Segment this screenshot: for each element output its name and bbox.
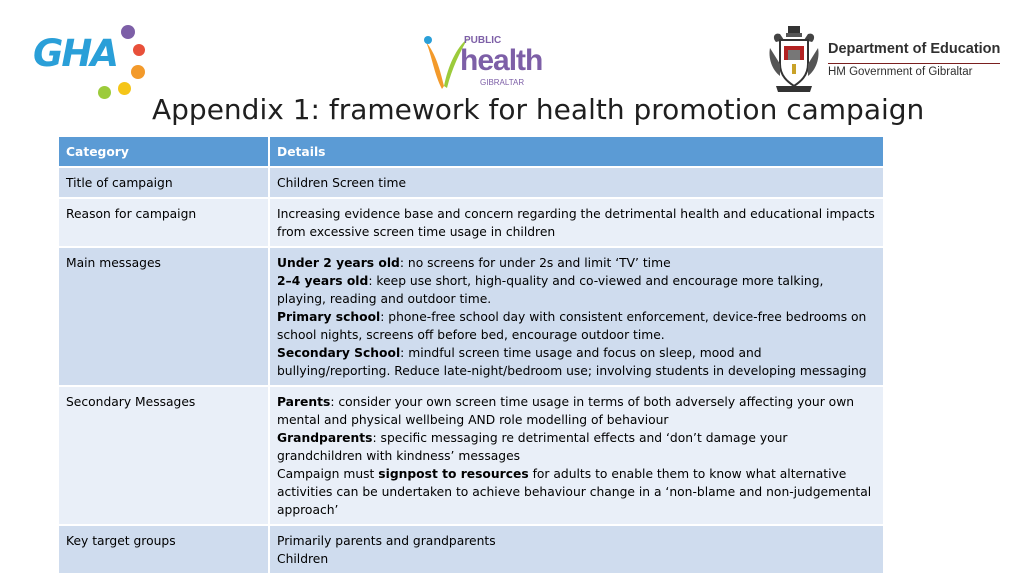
department-of-education-logo (766, 24, 1011, 94)
category-cell: Title of campaign (58, 167, 269, 198)
table-row (58, 525, 884, 574)
doe-line2: HM Government of Gibraltar (828, 66, 973, 78)
doe-line1: Department of Education (828, 41, 1001, 57)
coat-of-arms-icon (766, 24, 822, 94)
gha-logo-dot (131, 65, 145, 79)
details-text: : mindful screen time usage and focus on sleep, mood and bullying/reporting. Reduce late-night/bedroom use; involving students in developing messaging (277, 346, 867, 378)
details-line (277, 308, 876, 344)
details-emphasis: Parents (277, 395, 331, 409)
details-text: Primarily parents and grandparents (277, 534, 496, 548)
details-text: : keep use short, high-quality and co-viewed and encourage more talking, playing, reading and outdoor time. (277, 274, 824, 306)
details-text: for adults to enable them to know what alternative activities can be undertaken to achieve behaviour change in a ‘non-blame and non-judgemental approach’ (277, 467, 872, 517)
public-health-gibraltar-logo (420, 34, 550, 94)
details-emphasis: Primary school (277, 310, 381, 324)
details-emphasis: signpost to resources (378, 467, 529, 481)
details-emphasis: Grandparents (277, 431, 373, 445)
details-text: Campaign must (277, 467, 379, 481)
details-cell (269, 247, 884, 386)
header-details: Details (269, 136, 884, 167)
page-title: Appendix 1: framework for health promotion campaign (152, 93, 925, 126)
table-row (58, 198, 884, 247)
details-text: Increasing evidence base and concern regarding the detrimental health and educational impacts from excessive screen time usage in children (277, 207, 875, 239)
table-body (58, 167, 884, 574)
category-cell: Main messages (58, 247, 269, 386)
details-cell (269, 167, 884, 198)
public-health-line3: GIBRALTAR (480, 78, 525, 87)
details-line (277, 272, 876, 308)
category-cell: Secondary Messages (58, 386, 269, 525)
public-health-line2: health (460, 44, 543, 77)
details-cell (269, 525, 884, 574)
category-cell: Key target groups (58, 525, 269, 574)
details-text: : specific messaging re detrimental effects and ‘don’t damage your grandchildren with kindness’ messages (277, 431, 788, 463)
details-emphasis: Under 2 years old (277, 256, 400, 270)
gha-logo-dot (118, 82, 131, 95)
details-emphasis: Secondary School (277, 346, 401, 360)
details-line (277, 393, 876, 429)
details-line (277, 465, 876, 519)
details-cell (269, 386, 884, 525)
details-line (277, 532, 876, 550)
gha-logo (30, 22, 150, 102)
gha-logo-dot (98, 86, 111, 99)
details-text: Children (277, 552, 329, 566)
header-category: Category (58, 136, 269, 167)
table-header-row (58, 136, 884, 167)
details-text: : consider your own screen time usage in terms of both adversely affecting your own mental and physical wellbeing AND role modelling of behaviour (277, 395, 855, 427)
details-line (277, 344, 876, 380)
details-text: : phone-free school day with consistent enforcement, device-free bedrooms on school nights, screens off before bed, encourage outdoor time. (277, 310, 867, 342)
public-health-line1: PUBLIC (464, 35, 502, 46)
details-line (277, 205, 876, 241)
details-line (277, 550, 876, 568)
details-line (277, 429, 876, 465)
gha-logo-dot (121, 25, 135, 39)
details-emphasis: 2–4 years old (277, 274, 369, 288)
doe-divider (828, 63, 1000, 64)
table-row (58, 247, 884, 386)
details-text: : no screens for under 2s and limit ‘TV’ time (399, 256, 671, 270)
details-text: Children Screen time (277, 176, 407, 190)
framework-table (57, 135, 885, 575)
table-row (58, 386, 884, 525)
details-line (277, 174, 876, 192)
category-cell: Reason for campaign (58, 198, 269, 247)
gha-logo-text: GHA (33, 32, 117, 75)
table-row (58, 167, 884, 198)
details-cell (269, 198, 884, 247)
gha-logo-dot (133, 44, 145, 56)
details-line (277, 254, 876, 272)
